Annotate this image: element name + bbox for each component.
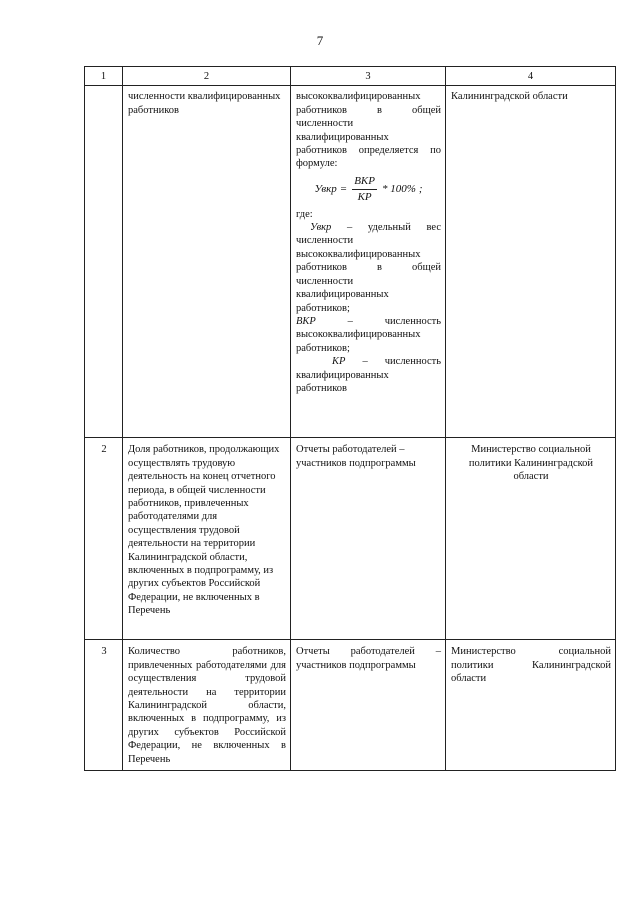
responsible-cell	[446, 438, 616, 640]
formula-lhs: Увкр	[314, 183, 337, 196]
indicator-cell	[123, 640, 291, 771]
table-row	[85, 86, 616, 438]
indicator-cell	[123, 438, 291, 640]
header-col-3: 3	[291, 67, 446, 86]
formula-tail: * 100%	[381, 183, 416, 196]
definition-3-text: – численность квалифицированных работников	[296, 356, 442, 394]
header-col-2: 2	[123, 67, 291, 86]
table-header-row	[85, 67, 616, 86]
row-number: 2	[85, 438, 123, 640]
definition-1	[296, 221, 441, 315]
source-text: Отчеты работодателей – участников подпрограммы	[296, 444, 416, 469]
responsible-cell	[446, 86, 616, 438]
responsible-text: Калининградской области	[451, 91, 568, 103]
source-cell	[291, 438, 446, 640]
source-cell	[291, 640, 446, 771]
responsible-text: Министерство социальной политики Калининградской области	[451, 646, 611, 685]
method-intro: высококвалифицированных работников в общей численности квалифицированных работников определяется по формуле:	[296, 91, 441, 170]
definition-2-symbol: ВКР	[296, 315, 316, 327]
definition-1-symbol: Увкр	[310, 222, 332, 234]
formula-end: ;	[418, 183, 423, 196]
definition-3-symbol: КР	[332, 356, 346, 368]
method-cell	[291, 86, 446, 438]
formula-numerator: ВКР	[352, 175, 377, 190]
source-text: Отчеты работодателей – участников подпрограммы	[296, 646, 441, 671]
indicator-text: Количество работников, привлеченных работодателями для осуществления трудовой деятельности на территории Калининградской области, включенных в подпрограмму, из других субъектов Российской Федерации, не включенных в Перечень	[128, 646, 286, 765]
definition-2	[296, 315, 441, 355]
indicator-text: Доля работников, продолжающих осуществлять трудовую деятельность на конец отчетного периода, в общей численности работников, привлеченных работодателями для осуществления трудовой деятельности на территории Калининградской области, включенных в подпрограмму, из других субъектов Российской Федерации, не включенных в Перечень	[128, 444, 280, 617]
indicator-text: численности квалифицированных работников	[128, 91, 281, 116]
row-number: 3	[85, 640, 123, 771]
indicators-table	[84, 66, 616, 771]
where-label: где:	[296, 208, 313, 220]
indicator-cell	[123, 86, 291, 438]
responsible-cell	[446, 640, 616, 771]
formula-equals: =	[339, 183, 348, 196]
definition-2-text: – численность высококвалифицированных работников;	[296, 315, 441, 354]
formula	[296, 175, 441, 205]
row-number	[85, 86, 123, 438]
definition-3	[296, 355, 441, 395]
header-col-4: 4	[446, 67, 616, 86]
header-col-1: 1	[85, 67, 123, 86]
definition-1-text: – удельный вес численности высококвалифицированных работников в общей численности квалифицированных работников;	[296, 222, 441, 314]
responsible-text: Министерство социальной политики Калининградской области	[468, 444, 594, 483]
page-number: 7	[316, 33, 324, 48]
formula-denominator: КР	[357, 191, 372, 204]
table-row	[85, 438, 616, 640]
table-row	[85, 640, 616, 771]
formula-fraction	[352, 175, 377, 205]
